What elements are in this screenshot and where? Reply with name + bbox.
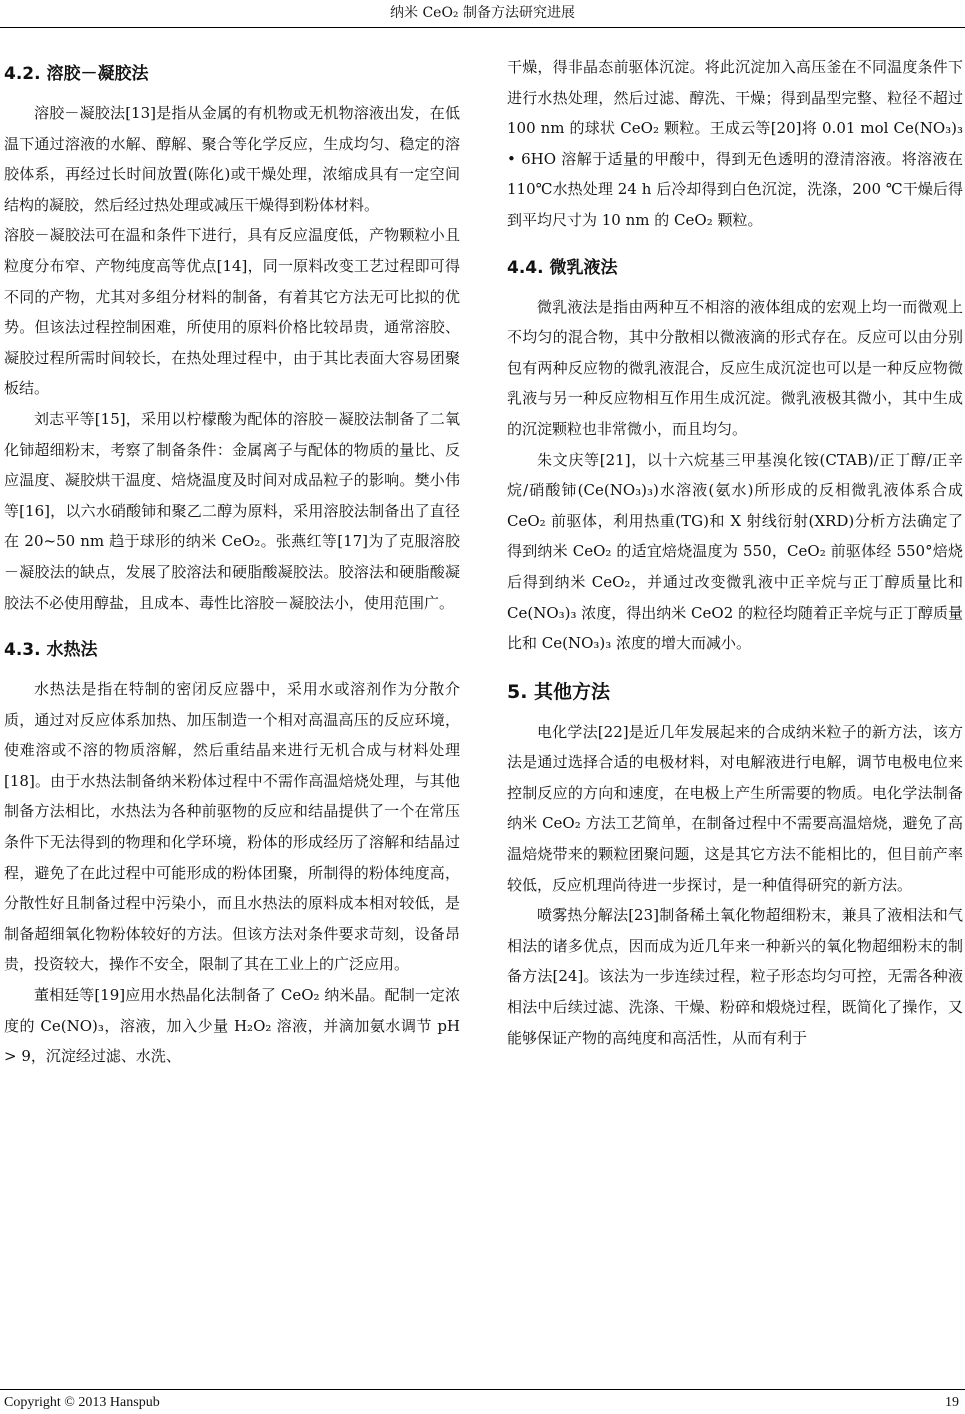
footer-rule [0, 1389, 965, 1390]
copyright-notice: Copyright © 2013 Hanspub [4, 1395, 160, 1410]
running-header: 纳米 CeO₂ 制备方法研究进展 [390, 5, 575, 21]
page-number: 19 [945, 1395, 959, 1410]
paragraph-hydrothermal-example: 董相廷等[19]应用水热晶化法制备了 CeO₂ 纳米晶。配制一定浓度的 Ce(NO)₃，溶液，加入少量 H₂O₂ 溶液，并滴加氨水调节 pH > 9，沉淀经过滤、水洗、 [4, 986, 460, 1066]
paragraph-hydrothermal-continued: 干燥，得非晶态前驱体沉淀。将此沉淀加入高压釜在不同温度条件下进行水热处理，然后过滤、醇洗、干燥；得到晶型完整、粒径不超过 100 nm 的球状 CeO₂ 颗粒。王成云等[20]将 0.01 mol Ce(NO₃)₃ • 6HO 溶解于适量的甲酸中，得到无色透明的澄清溶液。将溶液在 110℃水热处理 24 h 后冷却得到白色沉淀，洗涤，200 ℃干燥后得到平均尺寸为 10 nm 的 CeO₂ 颗粒。 [507, 58, 963, 229]
paragraph-microemulsion-definition: 微乳液法是指由两种互不相溶的液体组成的宏观上均一而微观上不均匀的混合物，其中分散相以微液滴的形式存在。反应可以由分别包有两种反应物的微乳液混合，反应生成沉淀也可以是一种反应物微乳液与另一种反应物相互作用生成沉淀。微乳液极其微小，其中生成的沉淀颗粒也非常微小，而且均匀。 [507, 297, 963, 438]
section-heading-5: 5. 其他方法 [507, 680, 611, 703]
section-heading-4-2: 4.2. 溶胶－凝胶法 [4, 64, 149, 84]
paragraph-spray-pyrolysis: 喷雾热分解法[23]制备稀土氧化物超细粉末，兼具了液相法和气相法的诸多优点，因而成为近几年来一种新兴的氧化物超细粉末的制备方法[24]。该法为一步连续过程，粒子形态均匀可控，无需各种液相法中后续过滤、洗涤、干燥、粉碎和煅烧过程，既简化了操作，又能够保证产物的高纯度和高活性，从而有利于 [507, 906, 963, 1047]
paragraph-electrochemical: 电化学法[22]是近几年发展起来的合成纳米粒子的新方法，该方法是通过选择合适的电极材料，对电解液进行电解，调节电极电位来控制反应的方向和速度，在电极上产生所需要的物质。电化学法制备纳米 CeO₂ 方法工艺简单，在制备过程中不需要高温焙烧，避免了高温焙烧带来的颗粒团聚问题，这是其它方法不能相比的，但目前产率较低，反应机理尚待进一步探讨，是一种值得研究的新方法。 [507, 722, 963, 894]
paragraph-microemulsion-example: 朱文庆等[21]，以十六烷基三甲基溴化铵(CTAB)/正丁醇/正辛烷/硝酸铈(Ce(NO₃)₃)水溶液(氨水)所形成的反相微乳液体系合成 CeO₂ 前驱体，利用热重(TG)和 X 射线衍射(XRD)分析方法确定了得到纳米 CeO₂ 的适宜焙烧温度为 550，CeO₂ 前驱体经 550°焙烧后得到纳米 CeO₂，并通过改变微乳液中正辛烷与正丁醇质量比和 Ce(NO₃)₃ 浓度，得出纳米 CeO2 的粒径均随着正辛烷与正丁醇质量比和 Ce(NO₃)₃ 浓度的增大而减小。 [507, 450, 964, 653]
left-column [4, 52, 460, 1072]
paragraph-sol-gel-examples: 刘志平等[15]，采用以柠檬酸为配体的溶胶－凝胶法制备了二氧化铈超细粉末，考察了制备条件：金属离子与配体的物质的量比、反应温度、凝胶烘干温度、焙烧温度及时间对成品粒子的影响。樊小伟等[16]，以六水硝酸铈和聚乙二醇为原料，采用溶胶法制备出了直径在 20~50 nm 趋于球形的纳米 CeO₂。张燕红等[17]为了克服溶胶－凝胶法的缺点，发展了胶溶法和硬脂酸凝胶法。胶溶法和硬脂酸凝胶法不必使用醇盐，且成本、毒性比溶胶－凝胶法小，使用范围广。 [4, 409, 460, 612]
paragraph-sol-gel-definition: 溶胶－凝胶法[13]是指从金属的有机物或无机物溶液出发，在低温下通过溶液的水解、醇解、聚合等化学反应，生成均匀、稳定的溶胶体系，再经过长时间放置(陈化)或干燥处理，浓缩成具有一定空间结构的凝胶，然后经过热处理或减压干燥得到粉体材料。 [4, 104, 460, 214]
section-heading-4-3: 4.3. 水热法 [4, 640, 98, 661]
section-heading-4-4: 4.4. 微乳液法 [507, 257, 618, 278]
right-column [507, 52, 963, 1053]
header-rule [0, 27, 965, 28]
paragraph-hydrothermal-definition: 水热法是指在特制的密闭反应器中，采用水或溶剂作为分散介质，通过对反应体系加热、加压制造一个相对高温高压的反应环境，使难溶或不溶的物质溶解，然后重结晶来进行无机合成与材料处理[18]。由于水热法制备纳米粉体过程中不需作高温焙烧处理，与其他制备方法相比，水热法为各种前驱物的反应和结晶提供了一个在常压条件下无法得到的物理和化学环境，粉体的形成经历了溶解和结晶过程，避免了在此过程中可能形成的粉体团聚，所制得的粉体纯度高，分散性好且制备过程中污染小，而且水热法的原料成本相对较低，是制备超细氧化物粉体较好的方法。但该方法对条件要求苛刻，设备昂贵，投资较大，操作不安全，限制了其在工业上的广泛应用。 [4, 680, 460, 974]
paragraph-sol-gel-advantages: 溶胶－凝胶法可在温和条件下进行，具有反应温度低，产物颗粒小且粒度分布窄、产物纯度高等优点[14]，同一原料改变工艺过程即可得不同的产物，尤其对多组分材料的制备，有着其它方法无可比拟的优势。但该法过程控制困难，所使用的原料价格比较昂贵，通常溶胶、凝胶过程所需时间较长，在热处理过程中，由于其比表面大容易团聚板结。 [4, 226, 460, 398]
